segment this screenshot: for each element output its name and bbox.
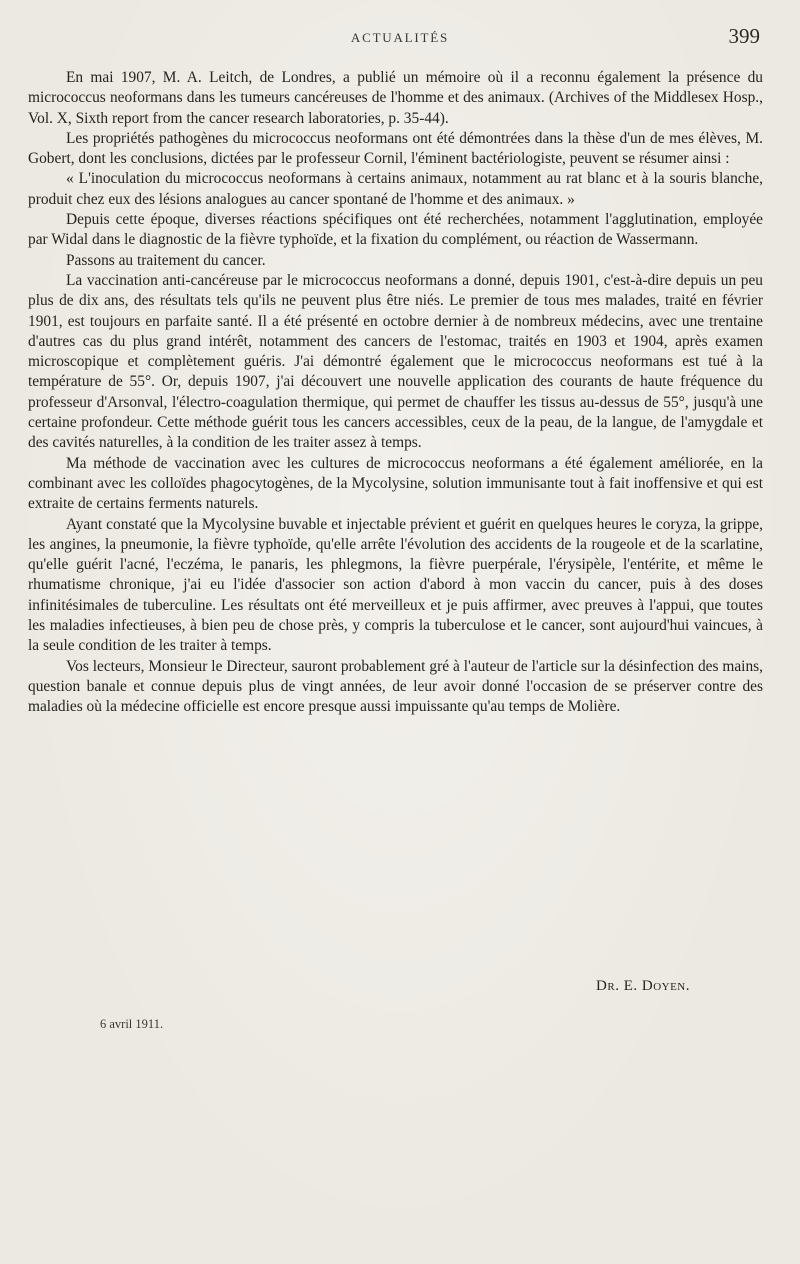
running-title: ACTUALITÉS <box>350 30 450 45</box>
paragraph-mycolysine: Ayant constaté que la Mycolysine buvable et injectable prévient et guérit en quelques heures le coryza, la grippe, les angines, la pneumonie, la fièvre typhoïde, qu'elle arrête l'évolution des accidents de la rougeole et de la scarlatine, qu'elle guérit l'acné, l'eczéma, le panaris, les phlegmons, la fièvre puerpérale, l'érysipèle, l'entérite, et même le rhumatisme chronique, j'ai eu l'idée d'associer son action d'abord à mon vaccin du cancer, puis à des doses infinitésimales de tuberculine. Les résultats ont été merveilleux et je puis affirmer, avec preuves à l'appui, que toutes les maladies infectieuses, à bien peu de chose près, y compris la tuberculose et le cancer, sont aujourd'hui vaincues, à la seule condition de les traiter à temps. <box>28 515 763 655</box>
paragraph-method-improved: Ma méthode de vaccination avec les cultures de micrococcus neoformans a été également améliorée, en la combinant avec les colloïdes phagocytogènes, de la Mycolysine, solution immunisante tout à fait inoffensive et qui est extraite de certains ferments naturels. <box>28 454 763 513</box>
article-body <box>28 68 763 718</box>
paragraph-closing: Vos lecteurs, Monsieur le Directeur, sauront probablement gré à l'auteur de l'article sur la désinfection des mains, question banale et connue depuis plus de vingt années, de leur avoir donné l'occasion de se préserver contre des maladies où la médecine officielle est encore presque aussi impuissante qu'au temps de Molière. <box>28 657 763 716</box>
paragraph-leitch: En mai 1907, M. A. Leitch, de Londres, a publié un mémoire où il a reconnu également la présence du micrococcus neoformans dans les tumeurs cancéreuses de l'homme et des animaux. (Archives of the Middlesex Hosp., Vol. X, Sixth report from the cancer research laboratories, p. 35-44). <box>28 69 763 127</box>
dateline: 6 avril 1911. <box>100 1017 164 1031</box>
paragraph-treatment-intro: Passons au traitement du cancer. <box>66 251 266 269</box>
signature: Dr. E. Doyen. <box>596 978 690 994</box>
paragraph-quotation: « L'inoculation du micrococcus neoformans à certains animaux, notamment au rat blanc et à la souris blanche, produit chez eux des lésions analogues au cancer spontané de l'homme et des animaux. » <box>28 170 763 208</box>
paragraph-specific-reactions: Depuis cette époque, diverses réactions spécifiques ont été recherchées, notamment l'agglutination, employée par Widal dans le diagnostic de la fièvre typhoïde, et la fixation du complément, ou réaction de Wassermann. <box>28 211 763 249</box>
paragraph-vaccination: La vaccination anti-cancéreuse par le micrococcus neoformans a donné, depuis 1901, c'est-à-dire depuis un peu plus de dix ans, des résultats tels qu'ils ne peuvent plus être niés. Le premier de tous mes malades, traité en février 1901, est toujours en parfaite santé. Il a été présenté en octobre dernier à de nombreux médecins, avec une trentaine d'autres cas du plus grand intérêt, notamment des cancers de l'estomac, traités en 1903 et 1904, après examen microscopique et complètement guéris. J'ai démontré également que le micrococcus neoformans est tué à la température de 55°. Or, depuis 1907, j'ai découvert une nouvelle application des courants de haute fréquence du professeur d'Arsonval, l'électro-coagulation thermique, qui permet de chauffer les tissus au-dessus de 55°, jusqu'à une certaine profondeur. Cette méthode guérit tous les cancers accessibles, ceux de la peau, de la langue, de l'amygdale et des cavités naturelles, à la condition de les traiter assez à temps. <box>28 271 763 452</box>
page-number: 399 <box>728 24 760 48</box>
paragraph-pathogenic-properties: Les propriétés pathogènes du micrococcus neoformans ont été démontrées dans la thèse d'un de mes élèves, M. Gobert, dont les conclusions, dictées par le professeur Cornil, l'éminent bactériologiste, peuvent se résumer ainsi : <box>28 129 763 168</box>
